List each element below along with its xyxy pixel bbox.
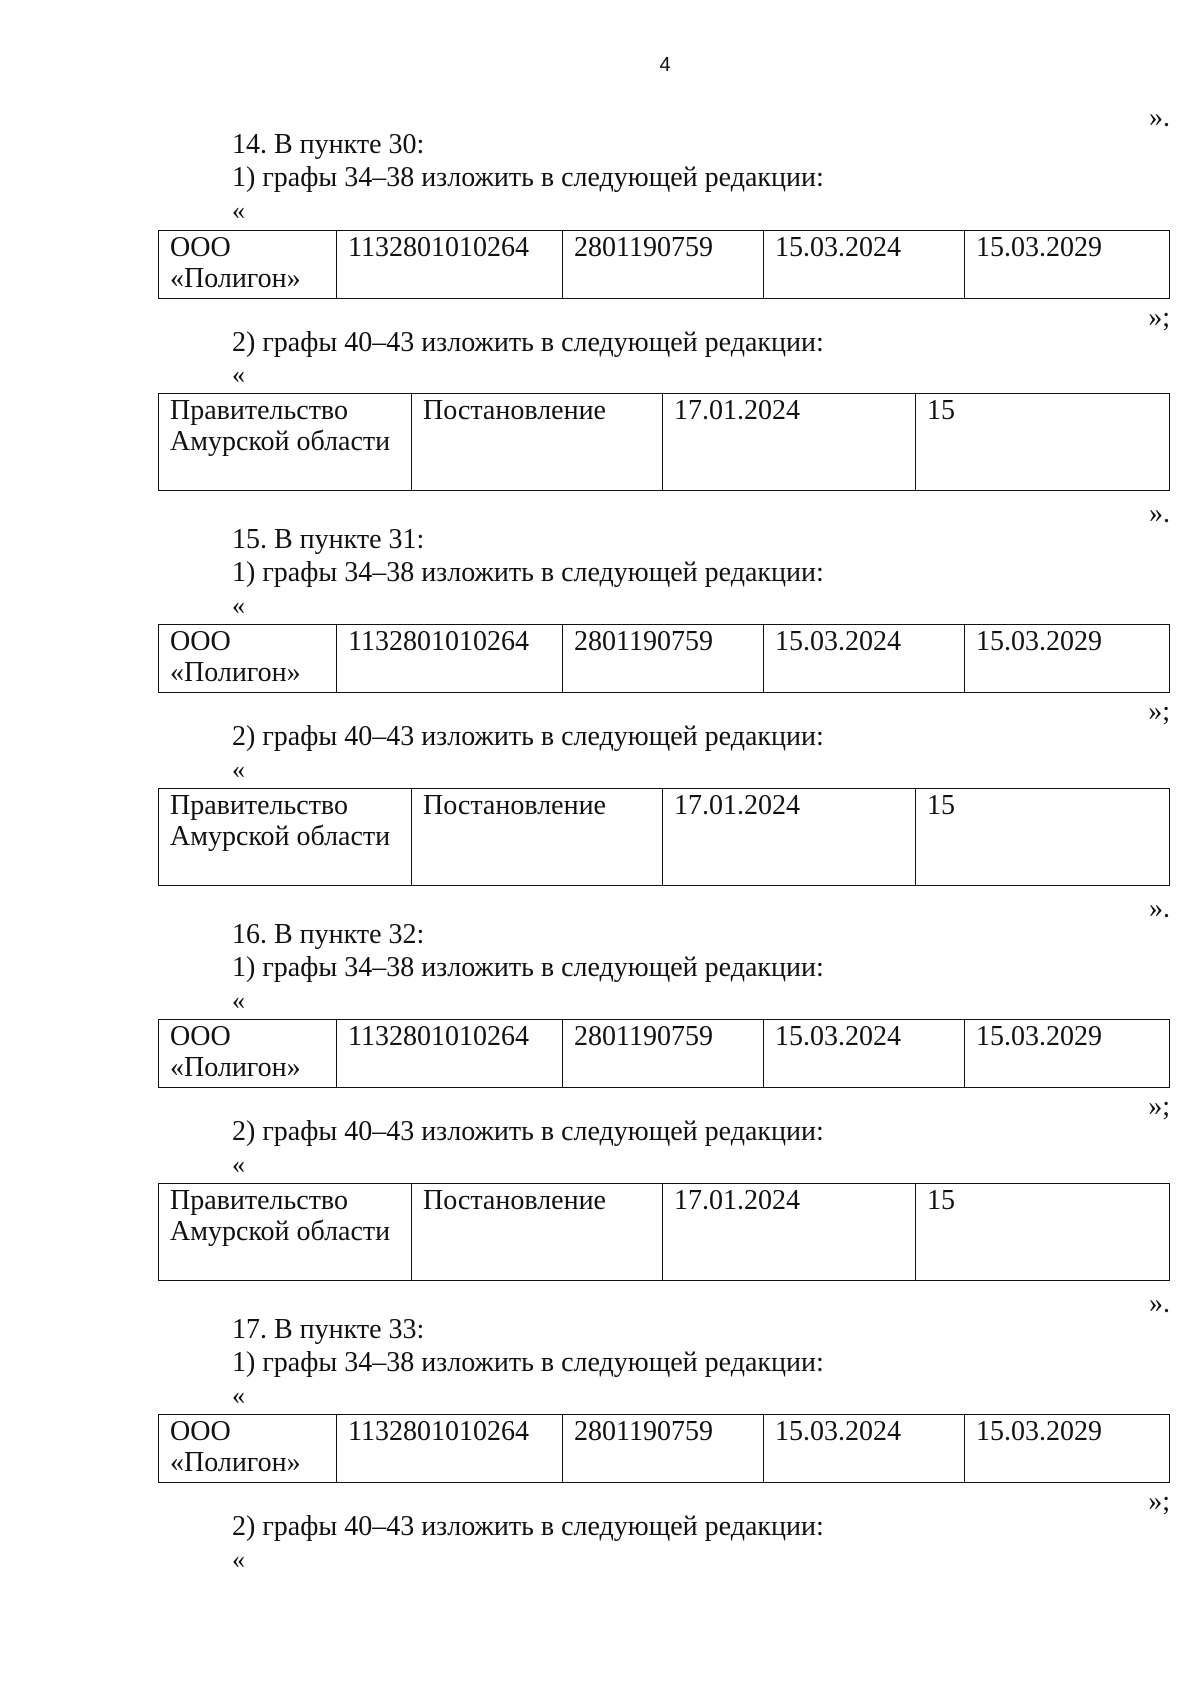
table-cell-doc-number: 15 — [916, 1184, 1170, 1281]
organization-table — [158, 230, 1170, 299]
opening-quote: « — [232, 1381, 245, 1410]
decree-table — [158, 1183, 1170, 1281]
opening-quote: « — [232, 1150, 245, 1179]
table-cell-inn: 2801190759 — [563, 1020, 764, 1088]
section-heading: 16. В пункте 32: — [232, 919, 425, 950]
section-heading: 15. В пункте 31: — [232, 524, 425, 555]
table-cell-end-date: 15.03.2029 — [965, 1020, 1170, 1088]
table-cell-organization: ООО «Полигон» — [159, 1415, 337, 1483]
subitem-text: 2) графы 40–43 изложить в следующей редакции: — [232, 1511, 824, 1542]
table-cell-organization: ООО «Полигон» — [159, 625, 337, 693]
table-cell-end-date: 15.03.2029 — [965, 231, 1170, 299]
table-cell-organization: ООО «Полигон» — [159, 1020, 337, 1088]
table-cell-doc-number: 15 — [916, 789, 1170, 886]
table-row — [159, 625, 1170, 693]
section-heading: 17. В пункте 33: — [232, 1314, 425, 1345]
decree-table — [158, 393, 1170, 491]
opening-quote: « — [232, 360, 245, 389]
subitem-text: 1) графы 34–38 изложить в следующей редакции: — [232, 557, 824, 588]
opening-quote: « — [232, 196, 245, 225]
table-cell-inn: 2801190759 — [563, 1415, 764, 1483]
table-cell-doc-number: 15 — [916, 394, 1170, 491]
table-cell-start-date: 15.03.2024 — [764, 1415, 965, 1483]
table-cell-doc-date: 17.01.2024 — [663, 394, 916, 491]
closing-quote: »; — [1148, 302, 1170, 333]
table-cell-end-date: 15.03.2029 — [965, 1415, 1170, 1483]
table-cell-inn: 2801190759 — [563, 231, 764, 299]
table-cell-end-date: 15.03.2029 — [965, 625, 1170, 693]
subitem-text: 1) графы 34–38 изложить в следующей редакции: — [232, 952, 824, 983]
opening-quote: « — [232, 986, 245, 1015]
closing-quote: »; — [1148, 1486, 1170, 1517]
table-cell-inn: 2801190759 — [563, 625, 764, 693]
closing-quote: »; — [1148, 696, 1170, 727]
table-cell-doc-type: Постановление — [412, 789, 663, 886]
table-row — [159, 1415, 1170, 1483]
table-cell-authority: Правительство Амурской области — [159, 1184, 412, 1281]
organization-table — [158, 624, 1170, 693]
closing-quote: ». — [1149, 498, 1170, 529]
subitem-text: 1) графы 34–38 изложить в следующей редакции: — [232, 162, 824, 193]
table-cell-ogrn: 1132801010264 — [337, 1020, 563, 1088]
table-row — [159, 231, 1170, 299]
table-cell-ogrn: 1132801010264 — [337, 1415, 563, 1483]
opening-quote: « — [232, 1545, 245, 1574]
closing-quote: ». — [1149, 893, 1170, 924]
table-cell-start-date: 15.03.2024 — [764, 231, 965, 299]
page-number: 4 — [659, 54, 671, 76]
opening-quote: « — [232, 755, 245, 784]
subitem-text: 2) графы 40–43 изложить в следующей редакции: — [232, 1116, 824, 1147]
table-row — [159, 789, 1170, 886]
table-cell-doc-type: Постановление — [412, 394, 663, 491]
table-cell-organization: ООО «Полигон» — [159, 231, 337, 299]
table-cell-doc-date: 17.01.2024 — [663, 789, 916, 886]
subitem-text: 1) графы 34–38 изложить в следующей редакции: — [232, 1347, 824, 1378]
table-cell-doc-type: Постановление — [412, 1184, 663, 1281]
table-cell-ogrn: 1132801010264 — [337, 625, 563, 693]
table-cell-start-date: 15.03.2024 — [764, 1020, 965, 1088]
section-heading: 14. В пункте 30: — [232, 129, 425, 160]
table-cell-start-date: 15.03.2024 — [764, 625, 965, 693]
closing-quote: »; — [1148, 1091, 1170, 1122]
table-row — [159, 394, 1170, 491]
subitem-text: 2) графы 40–43 изложить в следующей редакции: — [232, 327, 824, 358]
subitem-text: 2) графы 40–43 изложить в следующей редакции: — [232, 721, 824, 752]
table-cell-authority: Правительство Амурской области — [159, 394, 412, 491]
table-row — [159, 1184, 1170, 1281]
table-cell-authority: Правительство Амурской области — [159, 789, 412, 886]
closing-quote: ». — [1149, 1288, 1170, 1319]
organization-table — [158, 1414, 1170, 1483]
decree-table — [158, 788, 1170, 886]
organization-table — [158, 1019, 1170, 1088]
table-row — [159, 1020, 1170, 1088]
opening-quote: « — [232, 591, 245, 620]
table-cell-doc-date: 17.01.2024 — [663, 1184, 916, 1281]
table-cell-ogrn: 1132801010264 — [337, 231, 563, 299]
closing-quote: ». — [1149, 102, 1170, 133]
